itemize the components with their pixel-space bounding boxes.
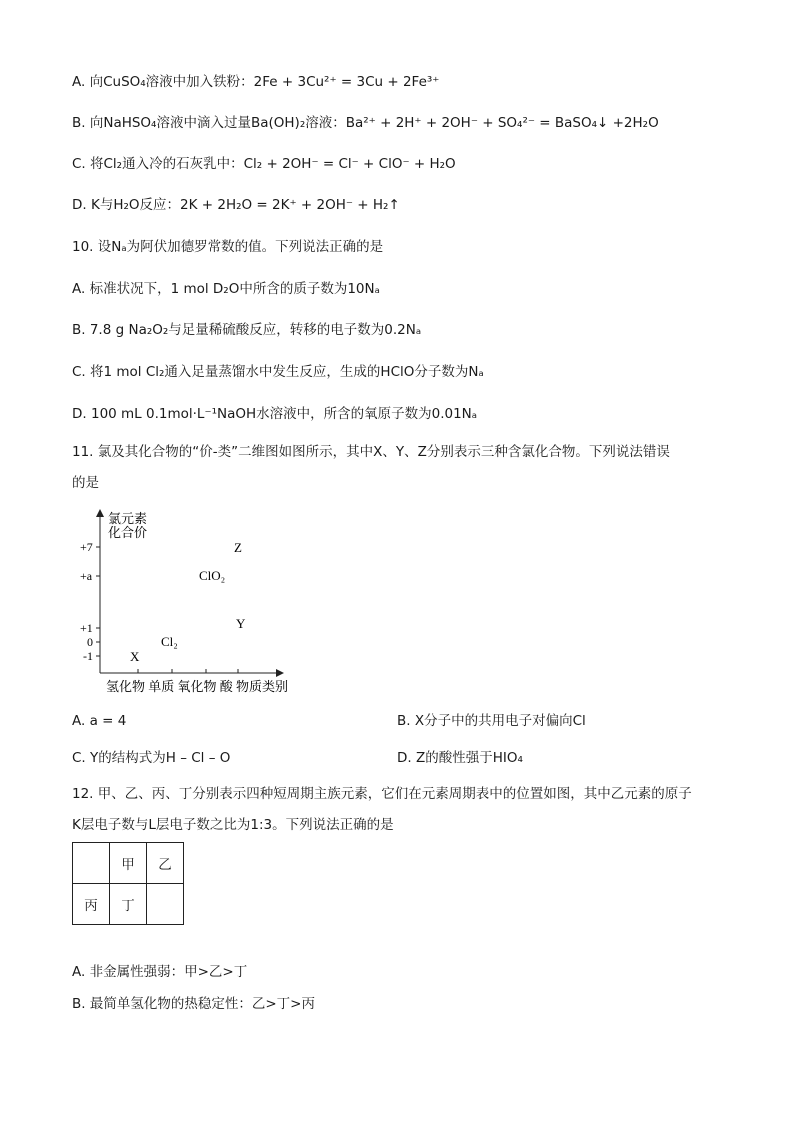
y-tick-plus1: +1 bbox=[80, 621, 93, 635]
q11-option-a: A. a = 4 bbox=[72, 713, 127, 729]
q12-stem-line2: K层电子数与L层电子数之比为1:3。下列说法正确的是 bbox=[72, 817, 394, 833]
q10-option-a: A. 标准状况下，1 mol D₂O中所含的质子数为10Nₐ bbox=[72, 281, 380, 297]
q9-option-c: C. 将Cl₂通入冷的石灰乳中：Cl₂ + 2OH⁻ = Cl⁻ + ClO⁻ + H₂O bbox=[72, 156, 456, 172]
table-cell bbox=[147, 884, 184, 925]
q9-option-b: B. 向NaHSO₄溶液中滴入过量Ba(OH)₂溶液：Ba²⁺ + 2H⁺ + 2OH⁻ + SO₄²⁻ = BaSO₄↓ +2H₂O bbox=[72, 115, 659, 131]
q11-option-d: D. Z的酸性强于HIO₄ bbox=[397, 750, 523, 766]
y-tick-plus7: +7 bbox=[80, 540, 93, 554]
q9-option-d: D. K与H₂O反应：2K + 2H₂O = 2K⁺ + 2OH⁻ + H₂↑ bbox=[72, 197, 400, 213]
y-tick-minus1: -1 bbox=[83, 649, 93, 663]
q12-stem-line1: 12. 甲、乙、丙、丁分别表示四种短周期主族元素，它们在元素周期表中的位置如图，其中乙元素的原子 bbox=[72, 786, 692, 802]
q11-stem-line1: 11. 氯及其化合物的“价-类”二维图如图所示，其中X、Y、Z分别表示三种含氯化合物。下列说法错误 bbox=[72, 444, 670, 460]
q9-option-a: A. 向CuSO₄溶液中加入铁粉：2Fe + 3Cu²⁺ = 3Cu + 2Fe³⁺ bbox=[72, 74, 440, 90]
q11-stem-line2: 的是 bbox=[72, 475, 99, 491]
x-axis-label: 氢化物 单质 氧化物 酸 物质类别 bbox=[106, 679, 289, 694]
table-cell bbox=[73, 843, 110, 884]
y-tick-plus-a: +a bbox=[80, 569, 93, 583]
table-cell-yi: 乙 bbox=[147, 843, 184, 884]
table-cell-ding: 丁 bbox=[110, 884, 147, 925]
y-axis-label-1: 氯元素 bbox=[108, 511, 148, 526]
q11-option-c: C. Y的结构式为H – Cl – O bbox=[72, 750, 231, 766]
valence-class-diagram bbox=[72, 505, 332, 700]
q11-option-b: B. X分子中的共用电子对偏向Cl bbox=[397, 713, 586, 729]
point-x: X bbox=[130, 649, 140, 664]
q12-option-b: B. 最简单氢化物的热稳定性：乙>丁>丙 bbox=[72, 996, 315, 1012]
q10-option-d: D. 100 mL 0.1mol·L⁻¹NaOH水溶液中，所含的氧原子数为0.01Nₐ bbox=[72, 406, 478, 422]
table-cell-jia: 甲 bbox=[110, 843, 147, 884]
y-tick-zero: 0 bbox=[87, 635, 93, 649]
table-cell-bing: 丙 bbox=[73, 884, 110, 925]
periodic-table-fragment bbox=[72, 842, 184, 925]
y-axis-label-2: 化合价 bbox=[108, 525, 148, 540]
q10-stem: 10. 设Nₐ为阿伏加德罗常数的值。下列说法正确的是 bbox=[72, 239, 384, 255]
q10-option-c: C. 将1 mol Cl₂通入足量蒸馏水中发生反应，生成的HClO分子数为Nₐ bbox=[72, 364, 484, 380]
point-z: Z bbox=[234, 540, 242, 555]
q12-option-a: A. 非金属性强弱：甲>乙>丁 bbox=[72, 964, 248, 980]
point-y: Y bbox=[236, 616, 246, 631]
point-clo2: ClO₂ bbox=[199, 568, 226, 583]
point-cl2: Cl₂ bbox=[161, 634, 178, 649]
q10-option-b: B. 7.8 g Na₂O₂与足量稀硫酸反应，转移的电子数为0.2Nₐ bbox=[72, 322, 422, 338]
